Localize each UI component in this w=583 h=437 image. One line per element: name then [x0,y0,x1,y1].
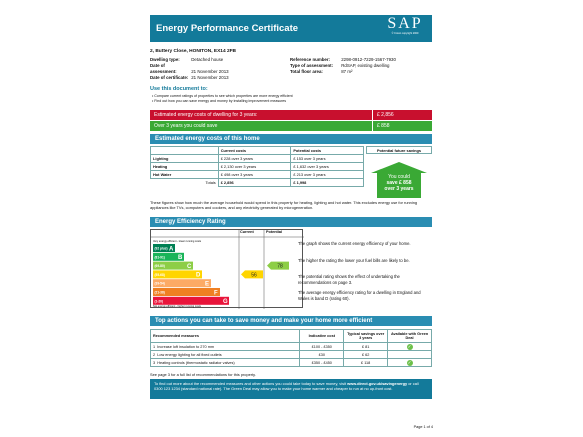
eer-section-header [150,217,432,227]
band-letter-label: G [223,299,228,306]
table-row: Hot Water £ 498 over 3 years £ 213 over 3 years [151,171,364,179]
costs-section-header [150,134,432,144]
rec-header-green-deal: Available with Green Deal [388,330,432,343]
costs-header-blank [151,147,219,155]
details-left [150,57,229,81]
sap-logo-text: SAP [387,15,423,32]
eer-top-note: Very energy efficient - lower running costs [153,240,202,243]
eer-chart [151,230,304,309]
band-letter-label: D [196,272,201,279]
use-document-title: Use this document to: [150,86,208,92]
rec-header-measures: Recommended measures [151,330,300,343]
recommendations-footnote: See page 3 for a full list of recommendations for this property. [150,372,256,377]
detail-label: Type of assessment: [290,63,334,68]
costs-header-potential: Potential costs [291,147,364,155]
band-range-label: (55-68) [154,272,165,277]
table-row: 2 Low energy lighting for all fixed outlets £30 £ 62 [151,351,432,359]
page-number: Page 1 of 4 [413,425,433,429]
band-range-label: (81-91) [154,255,165,260]
saver-line-2: save £ 858 [386,180,412,186]
saver-line-1: You could [388,174,410,180]
eer-bottom-note: Not energy efficient - higher running costs [153,305,201,308]
green-deal-tick-icon: ✓ [407,343,412,349]
costs-table [150,146,364,187]
detail-value: 2298-0912-7229-1567-7930 [341,57,396,62]
band-letter-label: F [214,290,218,297]
detail-label: Dwelling type: [150,57,180,62]
costs-header-current: Current costs [218,147,291,155]
detail-value: Detached house [191,57,224,62]
detail-label: Total floor area: [290,69,323,74]
estimated-cost-value: £ 2,856 [377,112,394,118]
savings-value: £ 858 [377,123,390,129]
details-right [290,57,396,75]
eer-text-1: The graph shows the current energy efficiency of your home. [298,241,411,246]
band-letter-label: B [178,255,183,262]
rec-header-savings: Typical savings over 3 years [344,330,388,343]
table-row: 3 Heating controls (thermostatic radiator valves) £350 - £450 £ 118 ✓ [151,359,432,367]
current-rating-value: 56 [251,272,257,279]
rec-header-cost: Indicative cost [300,330,344,343]
estimated-cost-bar [150,110,432,120]
totals-row: Totals £ 2,856 £ 1,998 [151,179,364,187]
bullet-item: • Find out how you can save energy and money by installing improvement measures [152,99,287,103]
eer-current-header: Current [240,230,254,234]
band-letter-label: A [169,246,174,253]
eer-text-2: The higher the rating the lower your fuel bills are likely to be. [298,258,410,263]
saving-energy-link[interactable]: www.direct.gov.uk/savingenergy [347,380,408,386]
detail-value: 21 November 2013 [191,75,229,80]
table-row: Lighting £ 228 over 3 years £ 153 over 3 years [151,155,364,163]
detail-label: Reference number: [290,57,331,62]
eer-text-3: The potential rating shows the effect of undertaking the recommendations on page 3. [298,274,400,285]
band-range-label: (21-38) [154,290,165,295]
band-letter-label: E [205,281,210,288]
costs-section-title: Estimated energy costs of this home [155,135,260,142]
savings-arrow [371,162,427,198]
detail-label: Date of assessment: [150,63,177,74]
property-address: 2, Buttery Close, HONITON, EX14 2FB [150,49,237,54]
detail-value: 87 m² [341,69,353,74]
eer-potential-header: Potential [266,230,283,234]
rating-band-g [153,297,229,305]
actions-section-header [150,316,432,326]
more-info-box: To find out more about the recommended measures and other actions you could take today to save money, visit www.direct.gov.uk/savingenergy or call 0300 123 1234 (standard national rate). The Green Deal may allow you to make your home warmer and cheaper to run at no up-front cost. [150,379,432,399]
certificate-header [150,15,432,42]
eer-section-title: Energy Efficiency Rating [155,218,226,225]
estimated-cost-label: Estimated energy costs of dwelling for 3 years: [154,112,258,118]
future-savings-header: Potential future savings [366,146,432,154]
band-range-label: (92 plus) [154,246,168,251]
detail-value: RdSAP, existing dwelling [341,63,390,68]
actions-section-title: Top actions you can take to save money and make your home more efficient [155,317,373,324]
costs-explanation: These figures show how much the average household would spend in this property for heating, lighting and hot water. This excludes energy use for running appliances like TVs, computers and cookers, and any electricity generated by microgeneration. [150,200,418,210]
savings-bar [150,121,432,131]
band-range-label: (39-54) [154,281,165,286]
table-row: Heating £ 2,130 over 3 years £ 1,632 over 3 years [151,163,364,171]
crown-copyright: © Crown copyright 2009 [391,32,419,35]
eer-chart-frame [150,229,303,308]
bullet-item: • Compare current ratings of properties to see which properties are more energy efficient [152,94,293,98]
band-letter-label: C [187,263,192,270]
savings-label: Over 3 years you could save [154,123,218,129]
potential-rating-value: 78 [277,263,283,270]
detail-value: 21 November 2013 [191,69,229,74]
recommendations-table [150,329,432,367]
use-document-bullets [152,94,293,104]
sap-logo [384,16,426,41]
green-deal-tick-icon: ✓ [407,359,412,365]
page-title: Energy Performance Certificate [156,23,299,34]
table-row: 1 Increase loft insulation to 270 mm £100 - £350 £ 81 ✓ [151,343,432,351]
certificate-page [138,4,445,434]
band-range-label: (1-20) [154,299,164,304]
band-range-label: (69-80) [154,264,165,269]
detail-label: Date of certificate: [150,75,189,80]
eer-text-4: The average energy efficiency rating for a dwelling in England and Wales is band D (rating 60). [298,290,421,301]
saver-line-3: over 3 years [384,186,414,192]
